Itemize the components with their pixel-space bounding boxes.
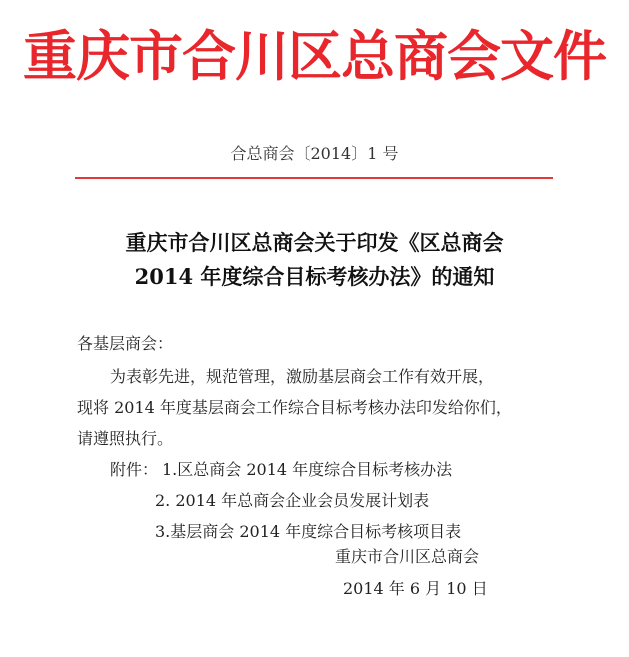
paragraph-line-3: 请遵照执行。 — [77, 429, 174, 448]
attachment-item-3: 3.基层商会 2014 年度综合目标考核项目表 — [155, 522, 462, 541]
document-number: 合总商会〔2014〕1 号 — [230, 144, 399, 163]
notice-title-line-2: 2014 年度综合目标考核办法》的通知 — [134, 264, 495, 289]
signature-organization: 重庆市合川区总商会 — [335, 547, 480, 566]
document-header-title: 重庆市合川区总商会文件 — [23, 25, 606, 88]
signature-date: 2014 年 6 月 10 日 — [343, 579, 488, 598]
salutation: 各基层商会： — [77, 334, 174, 353]
notice-title-line-1: 重庆市合川区总商会关于印发《区总商会 — [125, 230, 504, 255]
attachments-label: 附件： — [110, 460, 159, 479]
attachment-item-2: 2. 2014 年总商会企业会员发展计划表 — [155, 491, 430, 510]
attachment-item-1: 1.区总商会 2014 年度综合目标考核办法 — [162, 460, 453, 479]
paragraph-line-2: 现将 2014 年度基层商会工作综合目标考核办法印发给你们， — [77, 398, 512, 417]
notice-title — [0, 226, 629, 294]
paragraph-line-1: 为表彰先进，规范管理，激励基层商会工作有效开展， — [110, 367, 495, 386]
red-divider-line — [75, 177, 553, 179]
